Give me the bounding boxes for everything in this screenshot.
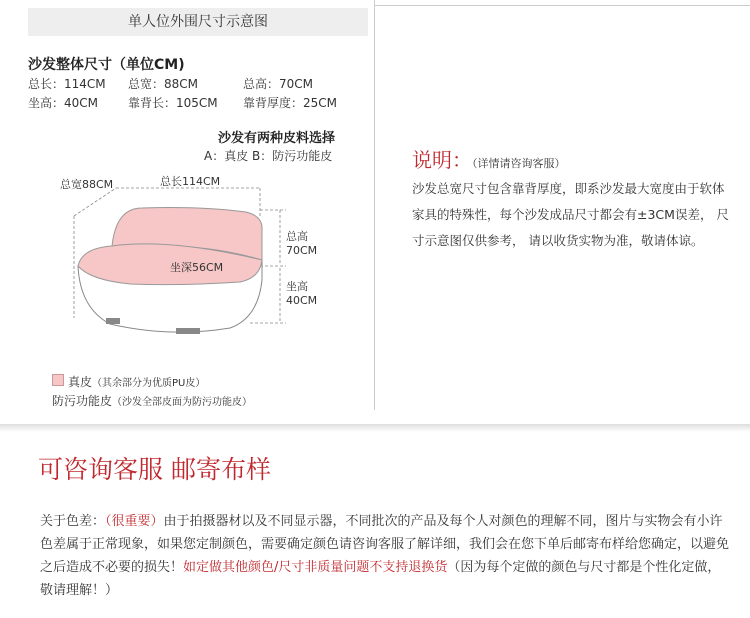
leather-title: 沙发有两种皮料选择: [218, 131, 336, 146]
color-note-warning: 如定做其他颜色/尺寸非质量问题不支持退换货: [183, 560, 448, 575]
color-note-suffix: （因为每个定做的颜色与尺寸都是个性化定做，敬请理解！）: [40, 560, 721, 598]
legend-stain-note: （沙发全部皮面为防污功能皮）: [112, 397, 253, 408]
color-note-text: 由于拍摄器材以及不同显示器，不同批次的产品及每个人对颜色的理解不同，图片与实物会有小许色差属于正常现象，如果您定制颜色，需要确定颜色请咨询客服了解详细，我们会在您下单后邮寄布样给您确定，以避免之后造成不必要的损失！: [40, 514, 730, 575]
label-total-height-value: 70CM: [286, 244, 318, 257]
dim-seat-height: 坐高：40CM: [28, 96, 99, 110]
dim-length: 总长：114CM: [28, 77, 106, 91]
dim-height: 总高：70CM: [243, 77, 314, 91]
dim-back-thickness: 靠背厚度：25CM: [243, 96, 338, 110]
diagram-panel: [0, 0, 375, 410]
leather-options: A：真皮 B：防污功能皮: [204, 149, 333, 163]
label-depth: 坐深56CM: [170, 261, 224, 274]
label-seat-height: 坐高: [286, 280, 308, 293]
legend-leather: [68, 373, 205, 390]
dim-back-length: 靠背长：105CM: [128, 96, 218, 110]
label-length: 总长114CM: [160, 175, 221, 188]
label-seat-height-value: 40CM: [286, 294, 318, 307]
diagram-title: 单人位外围尺寸示意图: [28, 8, 368, 36]
note-heading: [412, 144, 566, 173]
note-heading-sub: （详情请咨询客服）: [472, 157, 566, 170]
top-rule: [375, 5, 750, 6]
legend-stain: [52, 392, 252, 409]
note-heading-label: 说明：: [412, 148, 472, 172]
label-total-height: 总高: [286, 230, 308, 243]
sofa-diagram: [50, 168, 350, 358]
contact-title: 可咨询客服 邮寄布样: [38, 455, 271, 484]
color-note: [40, 510, 730, 602]
dims-heading: 沙发整体尺寸（单位CM): [28, 57, 185, 73]
color-note-prefix: 关于色差：: [40, 514, 106, 529]
legend-leather-note: （其余部分为优质PU皮）: [92, 378, 206, 389]
legend-stain-label: 防污功能皮: [52, 394, 113, 408]
section-divider: [0, 424, 750, 432]
note-body: 沙发总宽尺寸包含靠背厚度，即系沙发最大宽度由于软体家具的特殊性，每个沙发成品尺寸都会有±3CM误差， 尺寸示意图仅供参考， 请以收货实物为准，敬请体谅。: [412, 181, 729, 248]
leather-swatch: [52, 374, 64, 386]
legend-leather-label: 真皮: [68, 375, 93, 389]
label-width: 总宽88CM: [60, 178, 114, 191]
color-note-important: （很重要）: [105, 514, 164, 529]
dim-width: 总宽：88CM: [128, 77, 199, 91]
